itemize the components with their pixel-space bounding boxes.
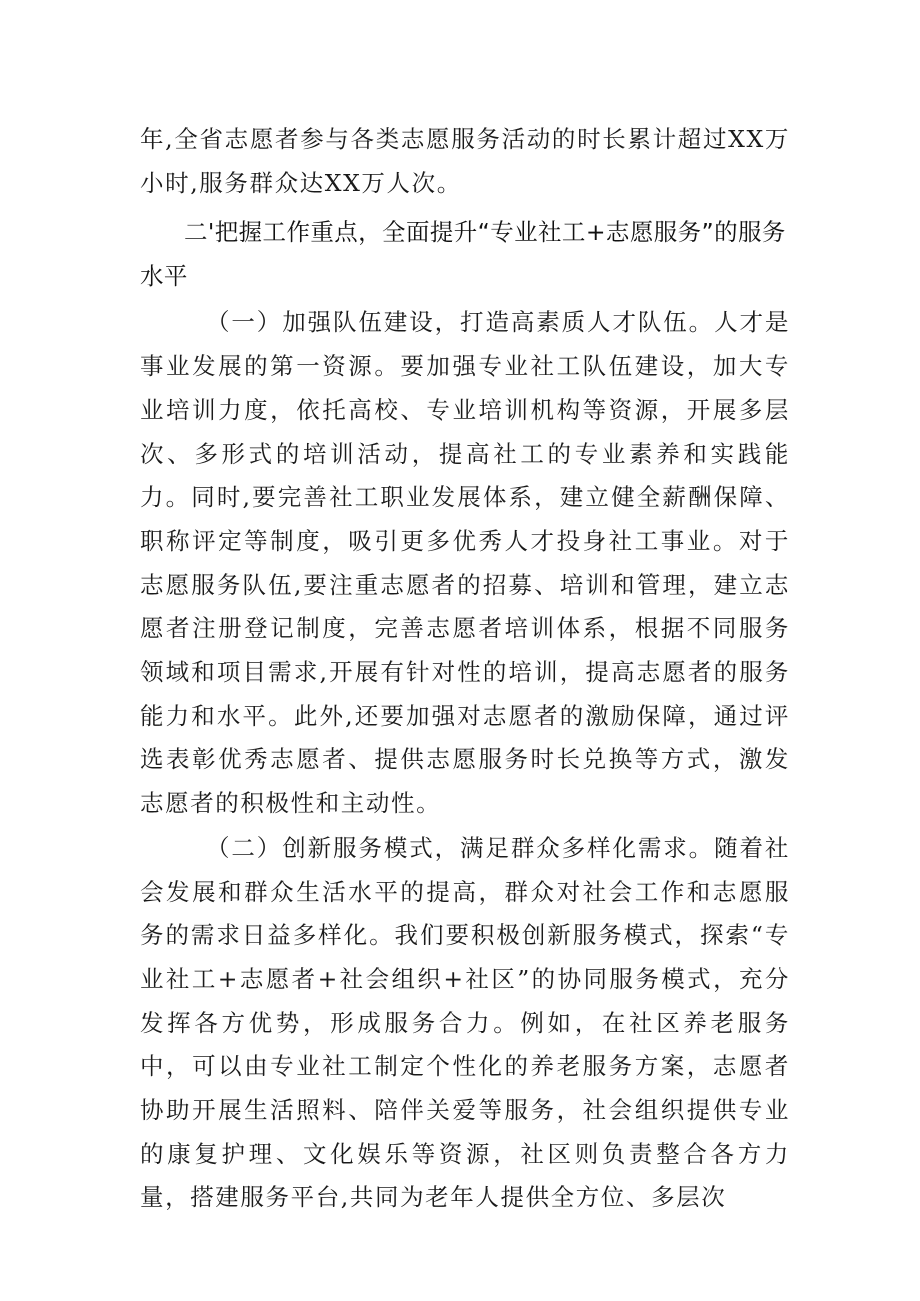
paragraph-gap [140,205,790,206]
paragraph-team-building: （一）加强队伍建设，打造高素质人才队伍。人才是事业发展的第一资源。要加强专业社工队伍建设，加大专业培训力度，依托高校、专业培训机构等资源，开展多层次、多形式的培训活动，提高社工的专业素养和实践能力。同时,要完善社工职业发展体系，建立健全薪酬保障、职称评定等制度，吸引更多优秀人才投身社工事业。对于志愿服务队伍,要注重志愿者的招募、培训和管理，建立志愿者注册登记制度，完善志愿者培训体系，根据不同服务领域和项目需求,开展有针对性的培训，提高志愿者的服务能力和水平。此外,还要加强对志愿者的激励保障，通过评选表彰优秀志愿者、提供志愿服务时长兑换等方式，激发志愿者的积极性和主动性。 [140,308,790,818]
paragraph-service-model: （二）创新服务模式，满足群众多样化需求。随着社会发展和群众生活水平的提高，群众对社会工作和志愿服务的需求日益多样化。我们要积极创新服务模式，探索“专业社工+志愿者+社会组织+社区”的协同服务模式，充分发挥各方优势，形成服务合力。例如，在社区养老服务中，可以由专业社工制定个性化的养老服务方案，志愿者协助开展生活照料、陪伴关爱等服务，社会组织提供专业的康复护理、文化娱乐等资源，社区则负责整合各方力量，搭建服务平台,共同为老年人提供全方位、多层次 [140,833,790,1212]
intro-paragraph: 年,全省志愿者参与各类志愿服务活动的时长累计超过XX万小时,服务群众达XX万人次。 [140,125,790,197]
section-heading: 二'把握工作重点，全面提升“专业社工+志愿服务”的服务水平 [140,218,786,291]
document-body [140,118,790,1220]
